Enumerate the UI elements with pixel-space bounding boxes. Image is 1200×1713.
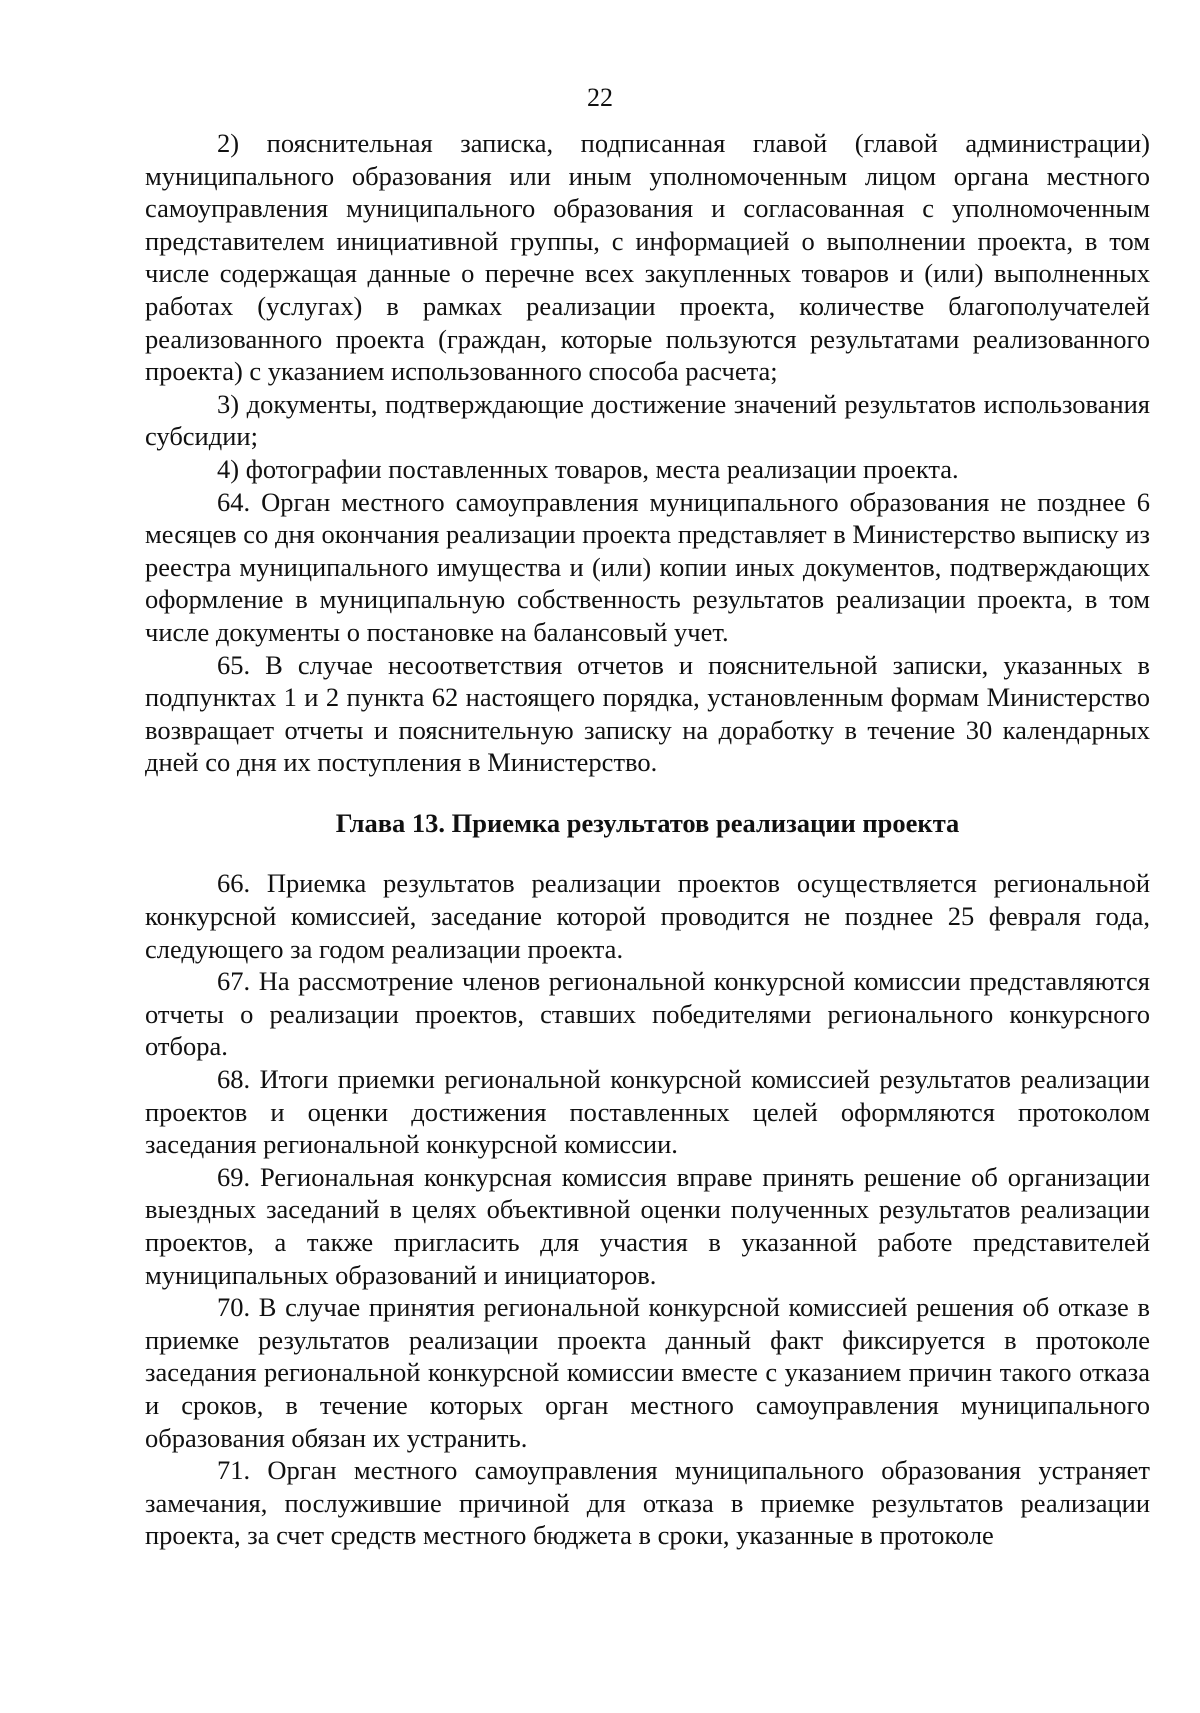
paragraph-70: 70. В случае принятия региональной конкурсной комиссией решения об отказе в приемке результатов реализации проекта данный факт фиксируется в протоколе заседания региональной конкурсной комиссии вместе с указанием причин такого отказа и сроков, в течение которых орган местного самоуправления муниципального образования обязан их устранить. [145,1292,1150,1453]
paragraph-item-3: 3) документы, подтверждающие достижение значений результатов использования субсидии; [145,388,1150,452]
paragraph-68: 68. Итоги приемки региональной конкурсной комиссией результатов реализации проектов и оценки достижения поставленных целей оформляются протоколом заседания региональной конкурсной комиссии. [145,1064,1150,1160]
paragraph-65: 65. В случае несоответствия отчетов и пояснительной записки, указанных в подпунктах 1 и 2 пункта 62 настоящего порядка, установленным формам Министерство возвращает отчеты и пояснительную записку на доработку в течение 30 календарных дней со дня их поступления в Министерство. [145,649,1150,778]
paragraph-item-2: 2) пояснительная записка, подписанная главой (главой администрации) муниципального образования или иным уполномоченным лицом органа местного самоуправления муниципального образования и согласованная с уполномоченным представителем инициативной группы, с информацией о выполнении проекта, в том числе содержащая данные о перечне всех закупленных товаров и (или) выполненных работах (услугах) в рамках реализации проекта, количестве благополучателей реализованного проекта (граждан, которые пользуются результатами реализованного проекта) с указанием использованного способа расчета; [145,128,1150,387]
page-number: 22 [587,83,613,112]
paragraph-item-4: 4) фотографии поставленных товаров, места реализации проекта. [217,453,959,484]
paragraph-69: 69. Региональная конкурсная комиссия вправе принять решение об организации выездных заседаний в целях объективной оценки полученных результатов реализации проектов, а также пригласить для участия в указанной работе представителей муниципальных образований и инициаторов. [145,1161,1150,1290]
paragraph-67: 67. На рассмотрение членов региональной конкурсной комиссии представляются отчеты о реализации проектов, ставших победителями регионального конкурсного отбора. [145,966,1150,1062]
paragraph-64: 64. Орган местного самоуправления муниципального образования не позднее 6 месяцев со дня окончания реализации проекта представляет в Министерство выписку из реестра муниципального имущества и (или) копии иных документов, подтверждающих оформление в муниципальную собственность результатов реализации проекта, в том числе документы о постановке на балансовый учет. [145,486,1150,647]
document-body [145,127,1150,1552]
chapter-title: Глава 13. Приемка результатов реализации проекта [335,807,960,838]
paragraph-66: 66. Приемка результатов реализации проектов осуществляется региональной конкурсной комиссией, заседание которой проводится не позднее 25 февраля года, следующего за годом реализации проекта. [145,868,1150,964]
paragraph-71: 71. Орган местного самоуправления муниципального образования устраняет замечания, послужившие причиной для отказа в приемке результатов реализации проекта, за счет средств местного бюджета в сроки, указанные в протоколе [145,1455,1150,1551]
